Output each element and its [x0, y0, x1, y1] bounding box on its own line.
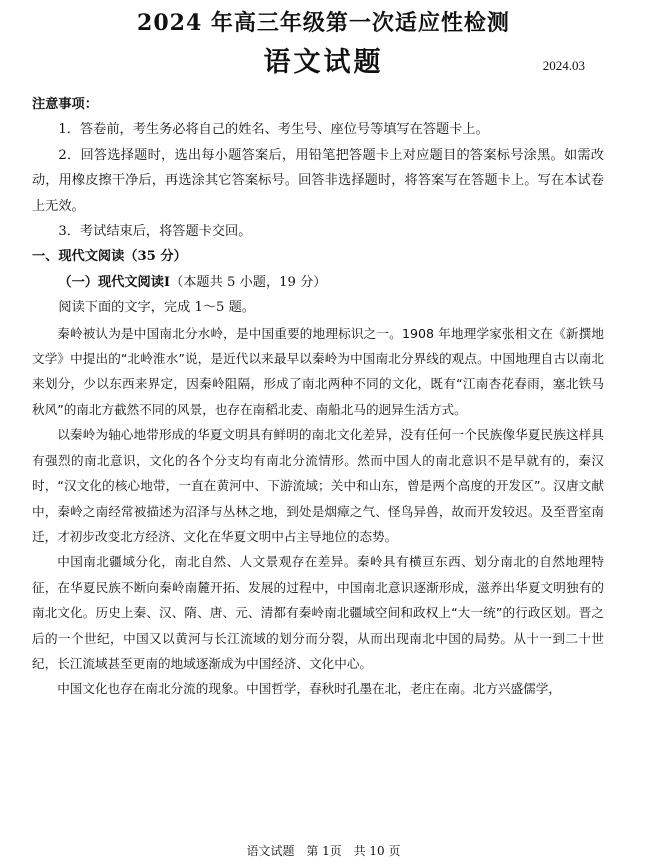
footer-page-number: 第 1页 — [306, 844, 342, 858]
notes-heading: 注意事项： — [32, 97, 98, 112]
page-body — [32, 92, 604, 702]
passage-paragraph-1: 秦岭被认为是中国南北分水岭，是中国重要的地理标识之一。1908 年地理学家张相文在《新撰地文学》中提出的“北岭淮水”说，是近代以来最早以秦岭为中国南北分界线的观点。中国地理自古以南北来划分，少以东西来界定，因秦岭阻隔，形成了南北两种不同的文化，既有“江南杏花春雨，塞北铁马秋风”的南北方截然不同的风景，也存在南稻北麦、南船北马的迥异生活方式。 — [32, 325, 604, 417]
subject-title: 语文试题 — [263, 47, 384, 78]
note-item-3: 3．考试结束后，将答题卡交回。 — [58, 224, 252, 240]
footer-total-pages: 共 10 页 — [353, 844, 401, 858]
passage-paragraph-3: 中国南北疆域分化，南北自然、人文景观存在差异。秦岭具有横亘东西、划分南北的自然地理特征，在华夏民族不断向秦岭南麓开拓、发展的过程中，中国南北意识逐渐形成，滋养出华夏文明独有的南北文化。历史上秦、汉、隋、唐、元、清都有秦岭南北疆域空间和政权上“大一统”的行政区划。晋之后的一个世纪，中国又以黄河与长江流域的划分而分裂，从而出现南北中国的局势。从十一到二十世纪，长江流域甚至更南的地域逐渐成为中国经济、文化中心。 — [32, 554, 604, 671]
passage-paragraph-4: 中国文化也存在南北分流的现象。中国哲学，春秋时孔墨在北，老庄在南。北方兴盛儒学， — [57, 681, 561, 697]
page-footer — [0, 842, 647, 859]
subsection-detail: （本题共 5 小题，19 分） — [170, 274, 327, 290]
footer-subject: 语文试题 — [246, 844, 295, 858]
note-item-2: 2．回答选择题时，选出每小题答案后，用铅笔把答题卡上对应题目的答案标号涂黑。如需改动，用橡皮擦干净后，再选涂其它答案标号。回答非选择题时，将答案写在答题卡上。写在本试卷上无效。 — [32, 147, 604, 214]
subsection-title: （一）现代文阅读Ⅰ — [58, 274, 171, 290]
passage-paragraph-2: 以秦岭为轴心地带形成的华夏文明具有鲜明的南北文化差异，没有任何一个民族像华夏民族这样具有强烈的南北意识，文化的各个分支均有南北分流情形。然而中国人的南北意识不是早就有的，秦汉时，“汉文化的核心地带，一直在黄河中、下游流域；关中和山东，曾是两个高度的开发区”。汉唐文献中，秦岭之南经常被描述为沼泽与丛林之地，到处是烟瘴之气、怪鸟异兽，故而开发较迟。及至晋室南迁，才初步改变北方经济、文化在华夏文明中占主导地位的态势。 — [32, 427, 604, 544]
reading-instruction: 阅读下面的文字，完成 1～5 题。 — [58, 300, 255, 316]
subsection-heading — [32, 270, 604, 295]
exam-date: 2024.03 — [542, 58, 585, 73]
note-item-1: 1．答卷前，考生务必将自己的姓名、考生号、座位号等填写在答题卡上。 — [58, 122, 489, 138]
exam-title: 2024 年高三年级第一次适应性检测 — [137, 10, 510, 36]
section-heading: 一、现代文阅读（35 分） — [32, 249, 187, 265]
